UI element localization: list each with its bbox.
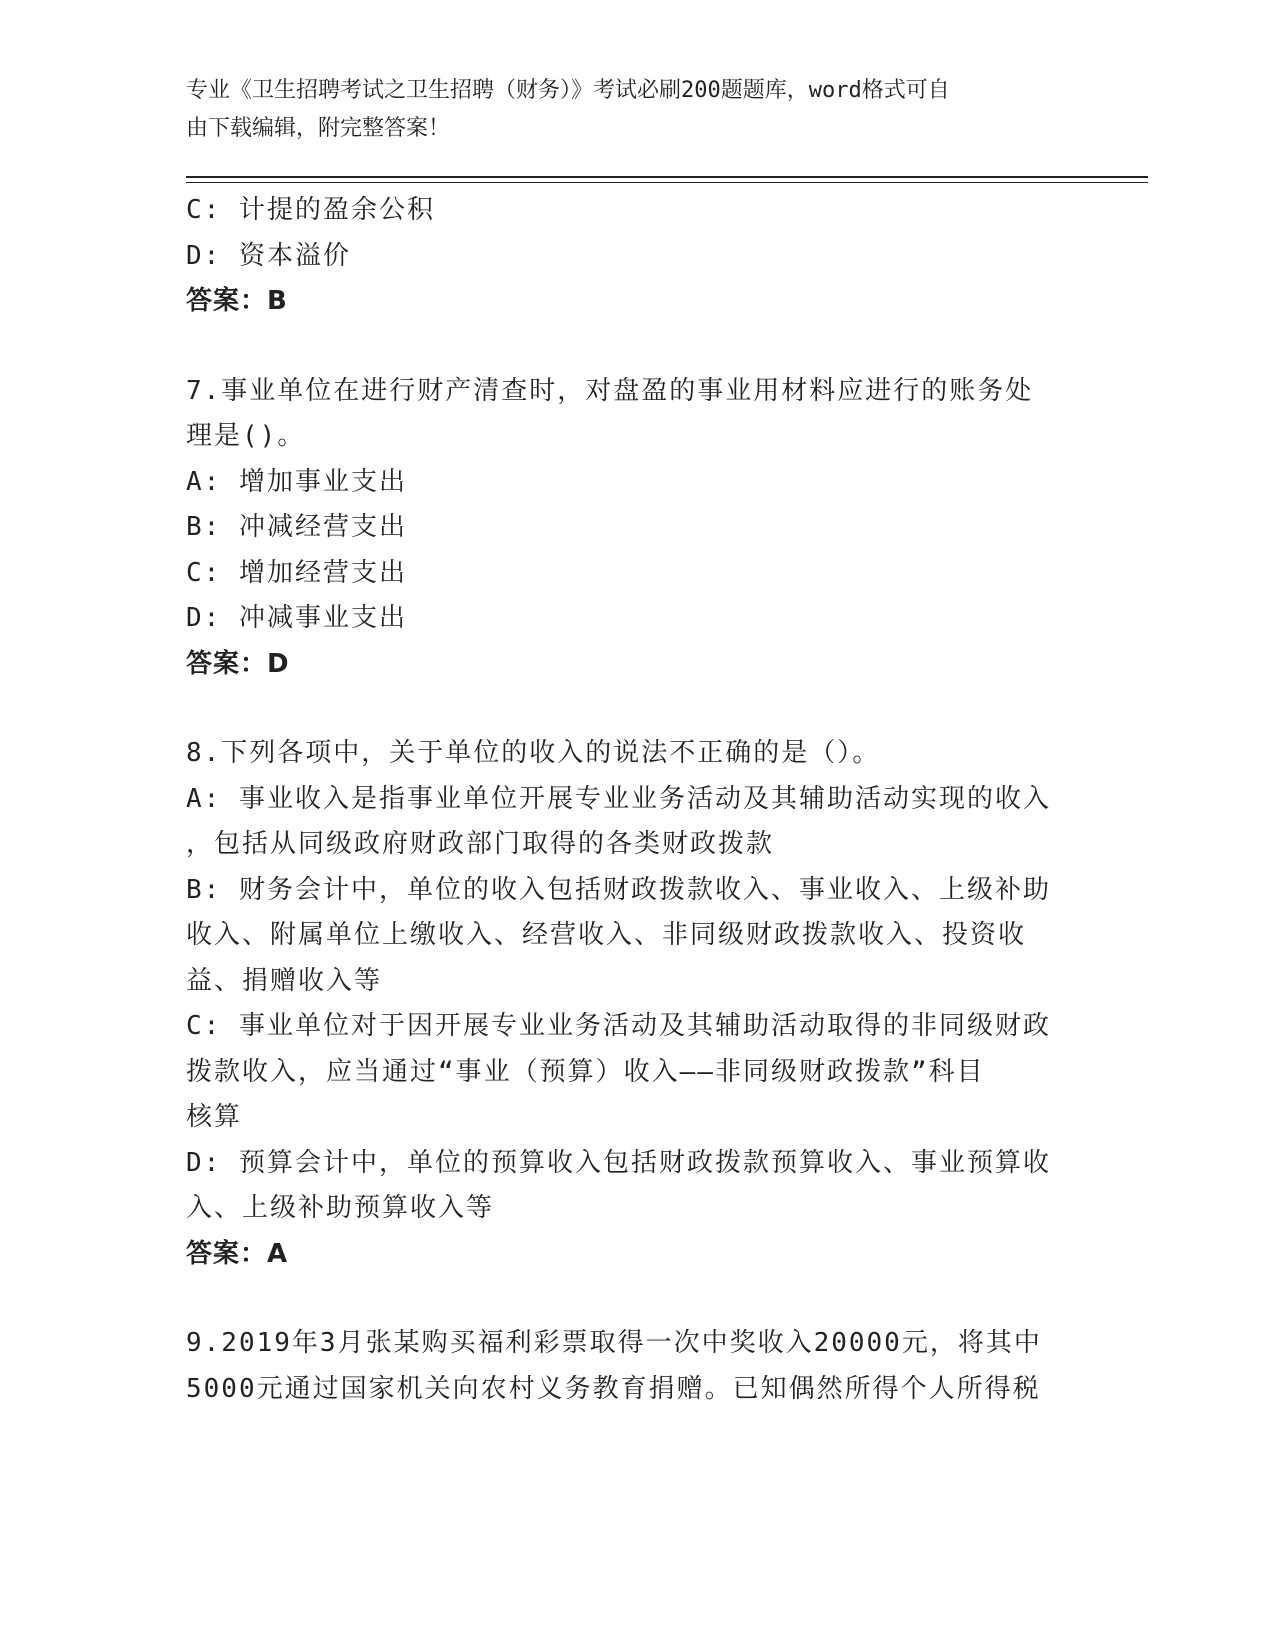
question-6-remainder xyxy=(186,188,1076,325)
question-stem: 9.2019年3月张某购买福利彩票取得一次中奖收入20000元，将其中 xyxy=(186,1328,1042,1358)
page-header xyxy=(186,72,1066,148)
answer-label: 答案：D xyxy=(186,648,290,679)
question-stem: 5000元通过国家机关向农村义务教育捐赠。已知偶然所得个人所得税 xyxy=(186,1373,1041,1404)
question-stem: 7.事业单位在进行财产清查时，对盘盈的事业用材料应进行的账务处 xyxy=(186,375,1034,406)
option-d: D: 预算会计中，单位的预算收入包括财政拨款预算收入、事业预算收 xyxy=(186,1147,1051,1178)
option-b: 益、捐赠收入等 xyxy=(186,965,383,996)
option-c: C: 事业单位对于因开展专业业务活动及其辅助活动取得的非同级财政 xyxy=(186,1011,1051,1041)
option-b: B: 财务会计中，单位的收入包括财政拨款收入、事业收入、上级补助 xyxy=(186,874,1051,905)
header-line-2: 由下载编辑，附完整答案！ xyxy=(186,116,451,141)
question-stem: 理是()。 xyxy=(186,421,306,451)
option-c: C: 计提的盈余公积 xyxy=(186,195,435,225)
answer-label: 答案：A xyxy=(186,1238,289,1269)
question-7 xyxy=(186,369,1076,688)
option-a: A: 事业收入是指事业单位开展专业业务活动及其辅助活动实现的收入 xyxy=(186,783,1051,814)
option-d: 入、上级补助预算收入等 xyxy=(186,1193,495,1223)
question-list xyxy=(186,188,1076,1412)
question-9 xyxy=(186,1321,1076,1412)
answer-label: 答案：B xyxy=(186,286,288,316)
option-d: D: 冲减事业支出 xyxy=(186,603,407,633)
question-stem: 8.下列各项中，关于单位的收入的说法不正确的是（）。 xyxy=(186,738,881,768)
spacer xyxy=(186,1277,1076,1321)
header-line-1: 专业《卫生招聘考试之卫生招聘（财务）》考试必刷200题题库，word格式可自 xyxy=(186,78,950,103)
header-divider-thin xyxy=(186,182,1148,183)
option-b: 收入、附属单位上缴收入、经营收入、非同级财政拨款收入、投资收 xyxy=(186,920,1027,950)
option-c: C: 增加经营支出 xyxy=(186,557,407,588)
question-8 xyxy=(186,731,1076,1277)
option-a: A: 增加事业支出 xyxy=(186,466,407,497)
option-d: D: 资本溢价 xyxy=(186,240,351,271)
option-a: ，包括从同级政府财政部门取得的各类财政拨款 xyxy=(186,829,775,859)
option-c: 拨款收入，应当通过“事业（预算）收入——非同级财政拨款”科目 xyxy=(186,1056,985,1087)
spacer xyxy=(186,687,1076,731)
spacer xyxy=(186,325,1076,369)
option-b: B: 冲减经营支出 xyxy=(186,512,407,542)
header-divider-thick xyxy=(186,176,1148,178)
option-c: 核算 xyxy=(186,1102,243,1132)
